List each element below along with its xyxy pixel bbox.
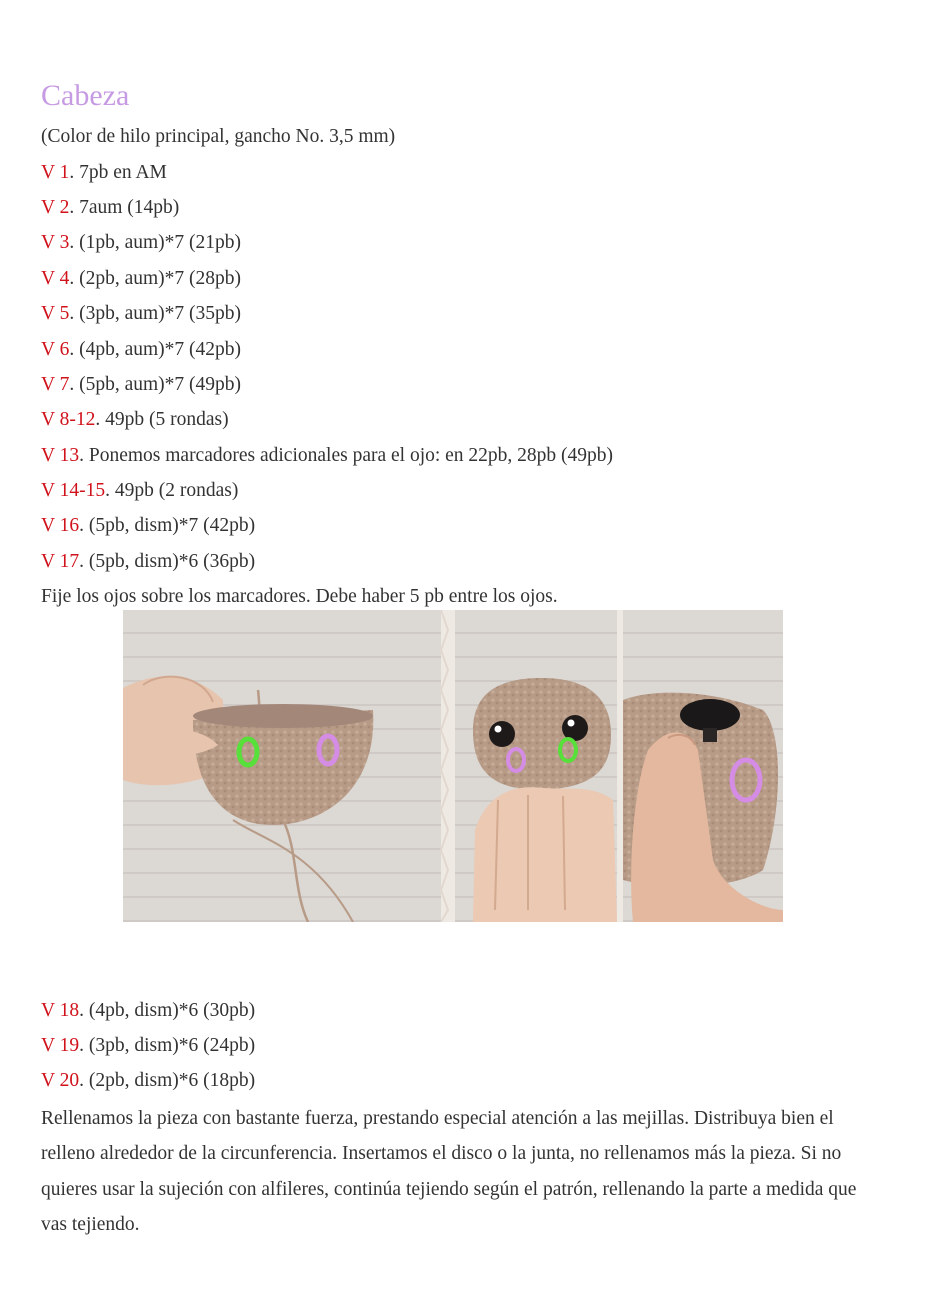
round-label: V 19 xyxy=(41,1035,80,1056)
round-instructions: . 7aum (14pb) xyxy=(69,197,180,218)
round-label: V 18 xyxy=(41,1000,80,1021)
round-instructions: . (5pb, aum)*7 (49pb) xyxy=(69,374,242,395)
safety-eye-icon xyxy=(562,715,588,741)
stuffing-instructions: Rellenamos la pieza con bastante fuerza, prestando especial atención a las mejillas. Distribuya bien el relleno alrededor de la circunferencia. Insertamos el disco o la junta, no rellenamos más la pieza. Si no quieres usar la sujeción con alfileres, continúa tejiendo según el patrón, rellenando la parte a medida que vas tejiendo. xyxy=(41,1108,857,1235)
round-label: V 1 xyxy=(41,162,70,183)
safety-eye-icon xyxy=(680,699,740,731)
round-row xyxy=(41,372,241,398)
round-row xyxy=(41,443,613,469)
round-instructions: . 7pb en AM xyxy=(69,162,167,183)
photo-head-with-eyes xyxy=(455,610,617,922)
round-row xyxy=(41,230,241,256)
round-label: V 5 xyxy=(41,303,70,324)
round-label: V 14-15 xyxy=(41,480,106,501)
eyes-note: Fije los ojos sobre los marcadores. Debe haber 5 pb entre los ojos. xyxy=(41,586,558,607)
round-label: V 8-12 xyxy=(41,409,96,430)
round-label: V 17 xyxy=(41,551,80,572)
round-instructions: . (3pb, aum)*7 (35pb) xyxy=(69,303,242,324)
round-row xyxy=(41,337,241,363)
round-row xyxy=(41,195,179,221)
photo-strip xyxy=(123,610,783,922)
round-instructions: . (1pb, aum)*7 (21pb) xyxy=(69,232,242,253)
round-row xyxy=(41,513,255,539)
round-row xyxy=(41,160,167,186)
round-label: V 20 xyxy=(41,1070,80,1091)
round-instructions: . (4pb, dism)*6 (30pb) xyxy=(79,1000,256,1021)
round-label: V 3 xyxy=(41,232,70,253)
section-title: Cabeza xyxy=(41,79,130,112)
round-instructions: . (5pb, dism)*6 (36pb) xyxy=(79,551,256,572)
safety-eye-icon xyxy=(489,721,515,747)
round-instructions: . Ponemos marcadores adicionales para el ojo: en 22pb, 28pb (49pb) xyxy=(79,445,614,466)
round-label: V 7 xyxy=(41,374,70,395)
round-instructions: . (2pb, aum)*7 (28pb) xyxy=(69,268,242,289)
round-instructions: . (2pb, dism)*6 (18pb) xyxy=(79,1070,256,1091)
round-label: V 6 xyxy=(41,339,70,360)
round-label: V 2 xyxy=(41,197,70,218)
round-label: V 16 xyxy=(41,515,80,536)
round-instructions: . (4pb, aum)*7 (42pb) xyxy=(69,339,242,360)
round-instructions: . 49pb (5 rondas) xyxy=(95,409,229,430)
photo-head-open xyxy=(123,610,441,922)
round-row xyxy=(41,478,238,504)
round-label: V 4 xyxy=(41,268,70,289)
round-row xyxy=(41,407,229,433)
round-instructions: . 49pb (2 rondas) xyxy=(105,480,239,501)
round-row xyxy=(41,998,255,1024)
round-row xyxy=(41,301,241,327)
yarn-hook-note: (Color de hilo principal, gancho No. 3,5 mm) xyxy=(41,126,396,147)
round-row xyxy=(41,266,241,292)
round-label: V 13 xyxy=(41,445,80,466)
round-row xyxy=(41,1068,255,1094)
round-row xyxy=(41,549,255,575)
photo-inserting-eye xyxy=(623,610,783,922)
round-row xyxy=(41,1033,255,1059)
round-instructions: . (5pb, dism)*7 (42pb) xyxy=(79,515,256,536)
round-instructions: . (3pb, dism)*6 (24pb) xyxy=(79,1035,256,1056)
